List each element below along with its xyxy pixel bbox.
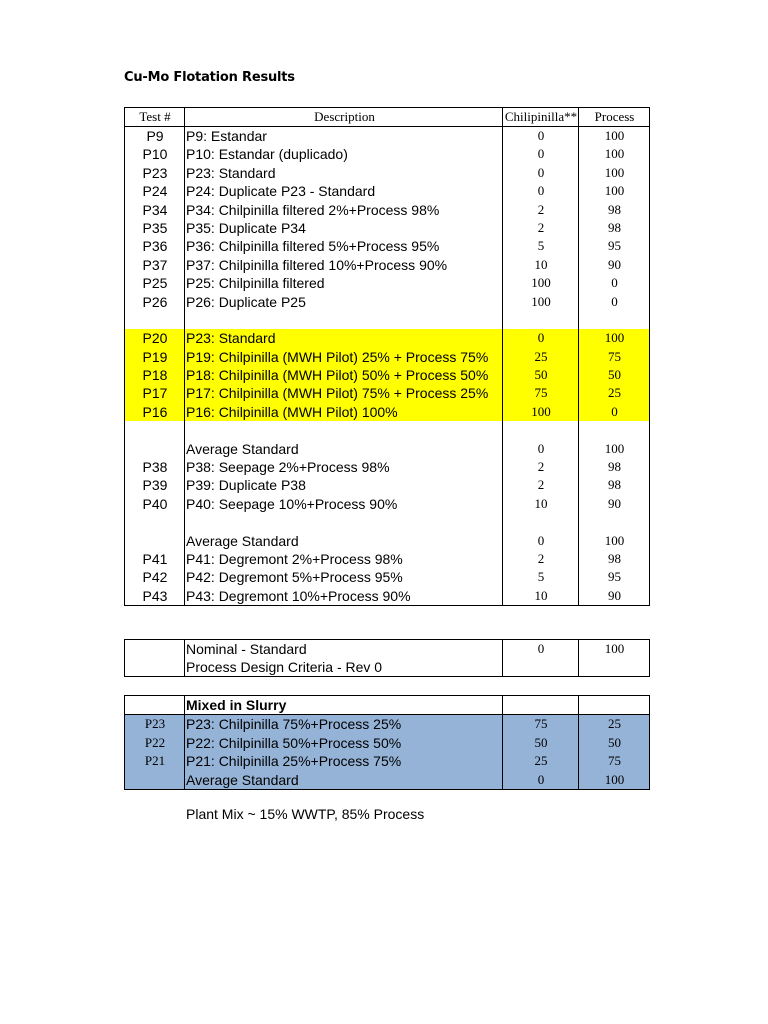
table-row [125,201,649,219]
chilipinilla-value: 75 [534,716,548,732]
table-row [125,458,649,476]
table-row [125,640,649,658]
description: P37: Chilpinilla filtered 10%+Process 90% [186,256,448,273]
header-test: Test # [139,109,171,124]
description: P23: Chilpinilla 75%+Process 25% [186,716,402,733]
table-row [125,145,649,163]
table-row [125,348,649,366]
table-header-row [125,108,649,127]
plant-mix-note: Plant Mix ~ 15% WWTP, 85% Process [186,806,425,822]
test-id: P39 [142,477,168,494]
process-value: 98 [608,459,621,475]
test-id: P22 [144,734,166,750]
process-value: 50 [608,734,621,750]
process-value: 0 [611,403,618,419]
table-row [125,403,649,421]
nominal-line1: Nominal - Standard [186,641,307,657]
table-row [125,771,649,789]
chilipinilla-value: 2 [537,219,545,235]
test-id [125,311,185,329]
description: P9: Estandar [186,128,267,144]
test-id: P41 [142,550,168,567]
description: P39: Duplicate P38 [186,477,306,494]
description: P19: Chilpinilla (MWH Pilot) 25% + Process 75% [186,348,489,365]
process-value: 0 [611,275,618,291]
test-id: P19 [142,348,168,365]
header-process: Process [594,109,635,124]
process-value: 75 [608,753,621,769]
process-value: 98 [608,477,621,493]
description: P35: Duplicate P34 [186,219,306,236]
description: P43: Degremont 10%+Process 90% [186,587,411,604]
table-row [125,182,649,200]
table-row [125,164,649,182]
chilipinilla-value: 25 [534,348,548,364]
test-id [125,532,185,550]
chilipinilla-value [503,311,579,329]
description [185,421,503,439]
process-value [579,421,650,439]
table-row [125,440,649,458]
table-row [125,568,649,586]
table-row [125,752,649,770]
test-id: P35 [142,219,168,236]
description: P38: Seepage 2%+Process 98% [186,459,390,476]
mixed-slurry-table [124,695,650,790]
test-id: P10 [142,146,168,163]
test-id [125,421,185,439]
process-value [579,311,650,329]
description: P23: Standard [186,164,276,181]
table-row [125,658,649,676]
table-row [125,127,649,145]
table-row [125,513,649,531]
table-row [125,366,649,384]
chilipinilla-value: 50 [534,734,548,750]
process-value: 25 [608,385,621,401]
chilipinilla-value [503,513,579,531]
test-id: P18 [142,367,168,384]
page-title: Cu-Mo Flotation Results [124,70,295,85]
description: Average Standard [186,440,299,457]
description: P40: Seepage 10%+Process 90% [186,495,398,512]
table-row [125,237,649,255]
process-value: 100 [604,128,625,143]
description: P26: Duplicate P25 [186,293,306,310]
description: P17: Chilpinilla (MWH Pilot) 75% + Process 25% [186,385,489,402]
table-row [125,219,649,237]
mixed-header: Mixed in Slurry [186,697,287,713]
test-id: P17 [142,385,168,402]
description: P36: Chilpinilla filtered 5%+Process 95% [186,238,440,255]
test-id [125,771,185,789]
process-value: 95 [608,238,621,254]
table-row [125,532,649,550]
test-id: P23 [142,164,168,181]
table-row [125,734,649,752]
header-chilipinilla: Chilipinilla** [504,109,578,124]
chilipinilla-value: 10 [534,587,548,603]
test-id: P43 [142,587,168,604]
process-value: 90 [608,495,621,511]
process-value: 98 [608,550,621,566]
nominal-line2: Process Design Criteria - Rev 0 [186,659,383,676]
test-id: P25 [142,275,168,292]
chilipinilla-value: 25 [534,753,548,769]
chilipinilla-value: 0 [537,183,545,199]
table-row [125,476,649,494]
description: P34: Chilpinilla filtered 2%+Process 98% [186,201,440,218]
process-value: 75 [608,348,621,364]
chilipinilla-value: 50 [534,367,548,383]
process-value: 100 [604,330,625,346]
table-row [125,311,649,329]
table-row [125,293,649,311]
chilipinilla-value: 0 [537,532,545,548]
test-id: P40 [142,495,168,512]
test-id: P24 [142,183,168,200]
description: P18: Chilpinilla (MWH Pilot) 50% + Process 50% [186,367,489,384]
description: P42: Degremont 5%+Process 95% [186,569,403,586]
process-value: 100 [604,146,625,162]
table-row [125,256,649,274]
process-value: 100 [604,183,625,199]
chilipinilla-value: 2 [537,477,545,493]
test-id: P21 [144,753,166,769]
chilipinilla-value: 0 [537,440,545,456]
nominal-table [124,639,650,677]
table-row [125,421,649,439]
process-value: 90 [608,587,621,603]
test-id: P36 [142,238,168,255]
description: P22: Chilpinilla 50%+Process 50% [186,734,402,751]
chilipinilla-value: 10 [534,256,548,272]
header-description: Description [314,109,375,124]
process-value: 0 [611,293,618,309]
process-value: 100 [604,440,625,456]
description: P23: Standard [186,330,276,347]
test-id: P26 [142,293,168,310]
table-row [125,384,649,402]
mixed-header-row [125,696,649,715]
chilipinilla-value: 0 [537,330,545,346]
description: Average Standard [186,532,299,549]
description [185,513,503,531]
process-value: 100 [604,771,625,787]
process-value: 25 [608,716,621,732]
test-id: P9 [146,128,164,144]
table-row [125,495,649,513]
process-value: 50 [608,367,621,383]
table-row [125,329,649,347]
chilipinilla-value: 100 [531,275,551,291]
test-id [125,440,185,458]
nominal-process: 100 [604,641,625,656]
process-value: 100 [604,164,625,180]
test-id [125,513,185,531]
test-id: P20 [142,330,168,347]
description: Average Standard [186,771,299,788]
table-row [125,587,649,605]
description [185,311,503,329]
chilipinilla-value: 75 [534,385,548,401]
chilipinilla-value: 0 [537,128,545,143]
test-id: P42 [142,569,168,586]
chilipinilla-value: 2 [537,550,545,566]
process-value [579,513,650,531]
description: P10: Estandar (duplicado) [186,146,348,163]
chilipinilla-value: 5 [537,238,545,254]
test-id: P23 [144,716,166,732]
table-row [125,715,649,733]
mixed-body [125,715,649,789]
chilipinilla-value: 0 [537,146,545,162]
process-value: 98 [608,201,621,217]
chilipinilla-value: 100 [531,293,551,309]
process-value: 98 [608,219,621,235]
table-row [125,550,649,568]
chilipinilla-value: 5 [537,569,545,585]
chilipinilla-value: 2 [537,201,545,217]
chilipinilla-value [503,421,579,439]
process-value: 95 [608,569,621,585]
description: P25: Chilpinilla filtered [186,275,325,292]
chilipinilla-value: 100 [531,403,551,419]
description: P16: Chilpinilla (MWH Pilot) 100% [186,403,398,420]
description: P21: Chilpinilla 25%+Process 75% [186,753,402,770]
chilipinilla-value: 2 [537,459,545,475]
test-id: P16 [142,403,168,420]
test-id: P34 [142,201,168,218]
chilipinilla-value: 0 [537,164,545,180]
nominal-chilipinilla: 0 [537,641,545,656]
results-table [124,107,650,606]
chilipinilla-value: 10 [534,495,548,511]
table-row [125,274,649,292]
chilipinilla-value: 0 [537,771,545,787]
description: P41: Degremont 2%+Process 98% [186,550,403,567]
test-id: P37 [142,256,168,273]
description: P24: Duplicate P23 - Standard [186,183,376,200]
process-value: 90 [608,256,621,272]
table-body [125,127,649,605]
process-value: 100 [604,532,625,548]
test-id: P38 [142,459,168,476]
